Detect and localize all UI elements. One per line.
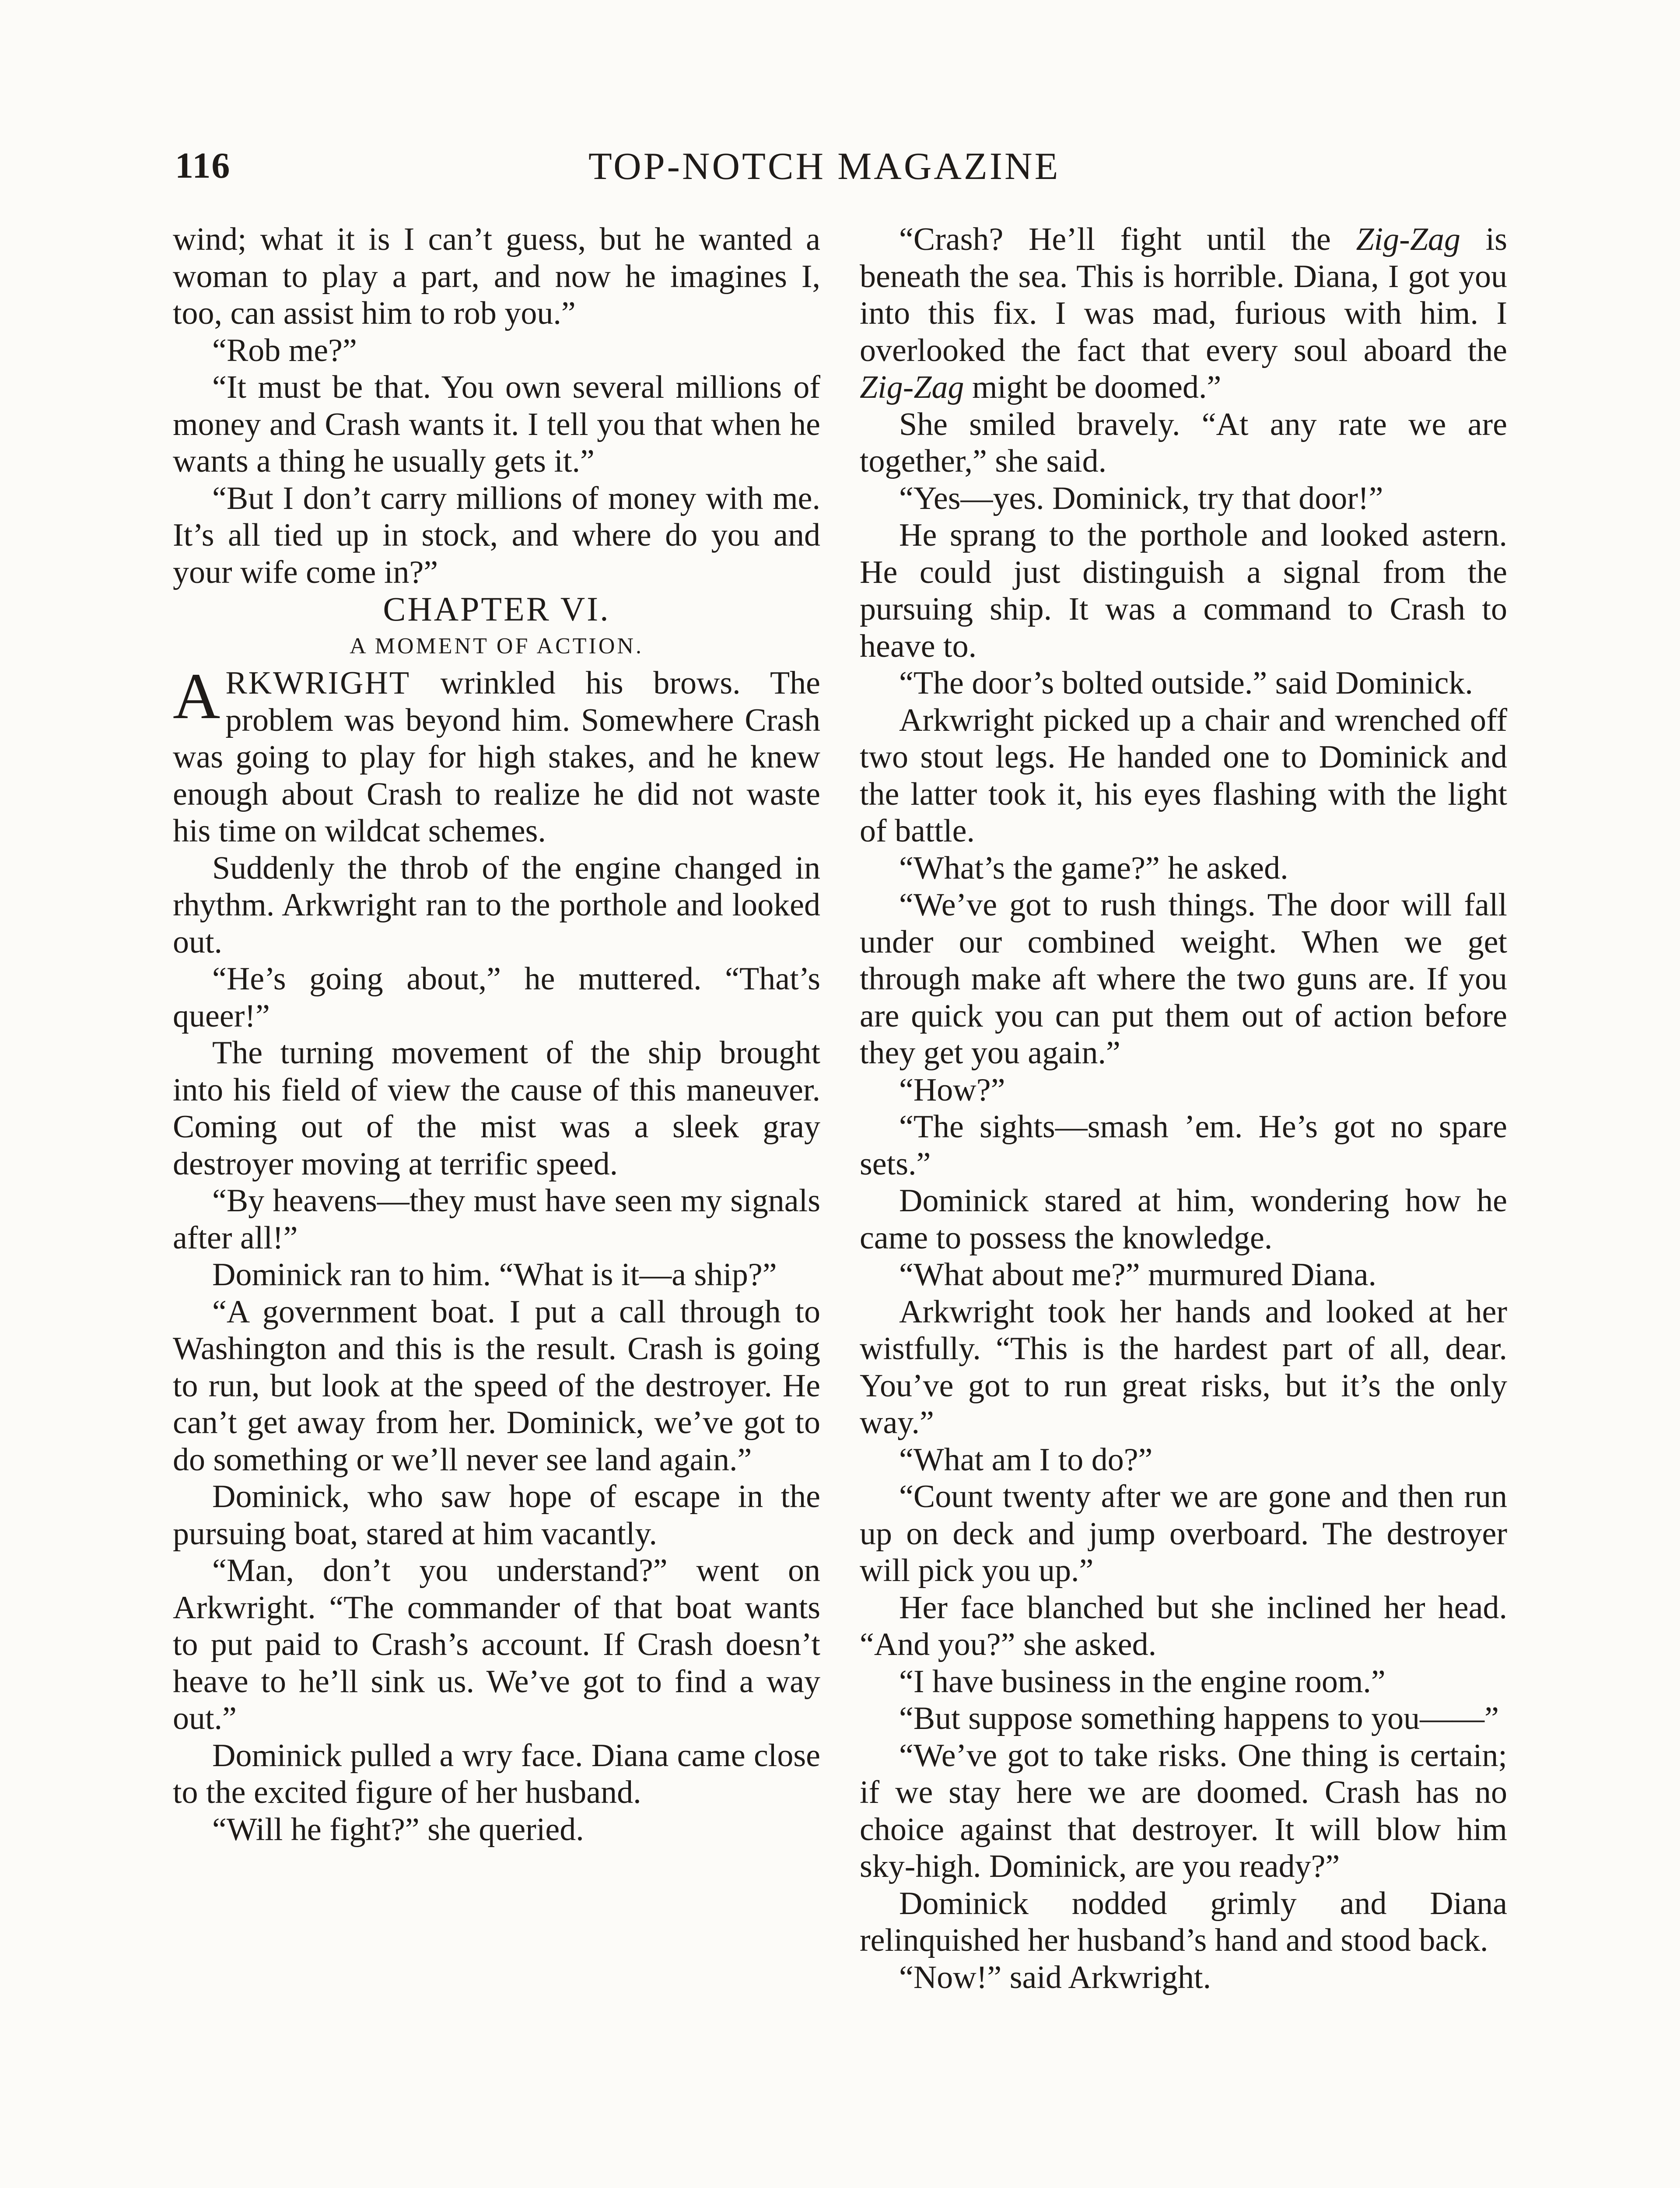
paragraph: Dominick pulled a wry face. Diana came close to the excited figure of her husband. [173,1737,820,1810]
paragraph: “Count twenty after we are gone and then run up on deck and jump overboard. The destroyer will pick you up.” [860,1479,1507,1588]
page-number: 116 [175,145,231,186]
paragraph: “Yes—yes. Dominick, try that door!” [899,480,1383,516]
running-head: TOP-NOTCH MAGAZINE [588,145,1060,188]
paragraph: The turning movement of the ship brought into his field of view the cause of this maneuver. Coming out of the mist was a sleek gray destroyer moving at terrific speed. [173,1035,820,1182]
paragraph: “Man, don’t you understand?” went on Arkwright. “The commander of that boat wants to put paid to Crash’s account. If Crash doesn’t heave to he’ll sink us. We’ve got to find a way out.” [173,1553,820,1736]
paragraph: He sprang to the porthole and looked astern. He could just distinguish a signal from the pursuing ship. It was a command to Crash to heave to. [860,517,1507,664]
paragraph: Dominick stared at him, wondering how he came to possess the knowledge. [860,1183,1507,1256]
paragraph: “I have business in the engine room.” [899,1663,1386,1700]
paragraph: “What am I to do?” [899,1441,1153,1478]
paragraph: Arkwright picked up a chair and wrenched off two stout legs. He handed one to Dominick and the latter took it, his eyes flashing with the light of battle. [860,702,1507,849]
opening-paragraph [173,660,820,850]
paragraph: Her face blanched but she inclined her head. “And you?” she asked. [860,1589,1507,1662]
page-header [175,144,1509,193]
paragraph: “We’ve got to rush things. The door will fall under our combined weight. When we get through make aft where the two guns are. If you are quick you can put them out of action before they get you again.” [860,887,1507,1071]
paragraph: She smiled bravely. “At any rate we are together,” she said. [860,406,1507,479]
opening-word: RKWRIGHT [225,665,411,701]
paragraph: “The sights—smash ’em. He’s got no spare sets.” [860,1109,1507,1182]
paragraph: “What’s the game?” he asked. [899,850,1288,886]
paragraph: Dominick ran to him. “What is it—a ship?” [212,1257,777,1293]
drop-cap: A [173,660,220,733]
paragraph: wind; what it is I can’t guess, but he wanted a woman to play a part, and now he imagines I, too, can assist him to rob you.” [173,221,820,331]
ship-name: Zig-Zag [1356,221,1460,257]
ship-name: Zig-Zag [860,369,964,405]
paragraph: “How?” [899,1072,1005,1108]
paragraph-text: is beneath the sea. This is horrible. Diana, I got you into this fix. I was mad, furious with him. I overlooked the fact that every soul aboard the [860,221,1507,368]
paragraph: “By heavens—they must have seen my signals after all!” [173,1183,820,1256]
paragraph: “The door’s bolted outside.” said Dominick. [899,665,1473,701]
right-column [860,221,1507,1996]
paragraph: Suddenly the throb of the engine changed in rhythm. Arkwright ran to the porthole and looked out. [173,850,820,960]
paragraph: Dominick, who saw hope of escape in the pursuing boat, stared at him vacantly. [173,1479,820,1552]
paragraph: “Rob me?” [212,332,357,368]
paragraph: “He’s going about,” he muttered. “That’s queer!” [173,961,820,1034]
paragraph-text: might be doomed.” [964,369,1222,405]
paragraph-text: “Crash? He’ll fight until the [899,221,1356,257]
left-column [173,221,820,1848]
paragraph: “We’ve got to take risks. One thing is certain; if we stay here we are doomed. Crash has no choice against that destroyer. It will blow him sky-high. Dominick, are you ready?” [860,1737,1507,1884]
chapter-title: CHAPTER VI. [383,590,610,628]
paragraph: Dominick nodded grimly and Diana relinquished her husband’s hand and stood back. [860,1885,1507,1958]
chapter-subtitle: A MOMENT OF ACTION. [350,633,644,659]
paragraph: “But I don’t carry millions of money with me. It’s all tied up in stock, and where do you and your wife come in?” [173,480,820,590]
paragraph: “A government boat. I put a call through to Washington and this is the result. Crash is going to run, but look at the speed of the destroyer. He can’t get away from her. Dominick, we’ve got to do something or we’ll never see land again.” [173,1294,820,1478]
paragraph [860,221,1507,406]
opening-paragraph-text: wrinkled his brows. The problem was beyond him. Somewhere Crash was going to play for high stakes, and he knew enough about Crash to realize he did not waste his time on wildcat schemes. [173,665,820,849]
paragraph: Arkwright took her hands and looked at her wistfully. “This is the hardest part of all, dear. You’ve got to run great risks, but it’s the only way.” [860,1294,1507,1441]
paragraph: “It must be that. You own several millions of money and Crash wants it. I tell you that when he wants a thing he usually gets it.” [173,369,820,479]
paragraph: “What about me?” murmured Diana. [899,1257,1377,1293]
paragraph: “Will he fight?” she queried. [212,1811,584,1848]
paragraph: “Now!” said Arkwright. [899,1959,1211,1995]
paragraph: “But suppose something happens to you——” [899,1701,1499,1736]
